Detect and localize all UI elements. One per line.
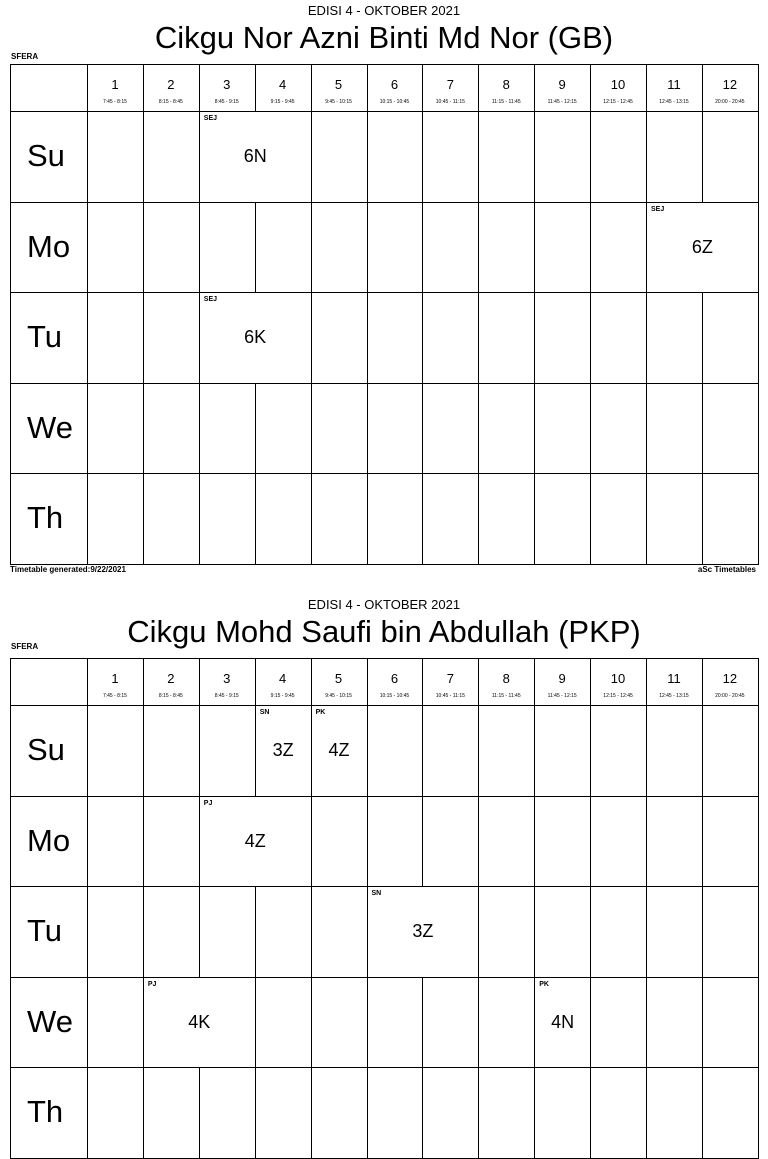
- period-time: 8:15 - 8:45: [158, 693, 183, 699]
- period-number: 9: [558, 671, 566, 686]
- period-number: 11: [667, 671, 681, 686]
- column-divider: [478, 658, 479, 1158]
- period-time: 8:15 - 8:45: [158, 99, 183, 105]
- teacher-title: Cikgu Nor Azni Binti Md Nor (GB): [154, 20, 614, 55]
- lesson-cell[interactable]: [200, 293, 311, 383]
- column-divider: [534, 64, 535, 564]
- period-time: 9:45 - 10:15: [325, 693, 352, 699]
- subject-code: PK: [315, 709, 326, 716]
- column-divider: [143, 64, 144, 564]
- school-label: SFERA: [11, 642, 39, 651]
- subject-code: SEJ: [203, 115, 218, 122]
- period-time: 10:45 - 11:15: [435, 693, 465, 699]
- period-number: 4: [279, 77, 287, 92]
- period-number: 5: [334, 671, 343, 686]
- column-divider: [646, 658, 647, 1158]
- table-border-bottom: [10, 1158, 758, 1159]
- column-divider: [590, 64, 591, 564]
- class-code: 4N: [551, 1011, 575, 1032]
- software-credit-label: aSc Timetables: [697, 565, 756, 574]
- subject-code: SEJ: [651, 205, 665, 213]
- period-number: 3: [223, 77, 231, 92]
- lesson-cell[interactable]: [200, 797, 311, 887]
- column-divider: [422, 64, 423, 564]
- class-code: 3Z: [412, 921, 434, 941]
- period-number: 10: [610, 671, 626, 686]
- table-border-left: [10, 658, 11, 1158]
- class-code: 6Z: [691, 236, 713, 257]
- class-code: 4Z: [244, 830, 266, 851]
- period-time: 7:45 - 8:15: [102, 99, 127, 105]
- period-time: 10:45 - 11:15: [435, 99, 465, 105]
- period-time: 20:00 - 20:45: [715, 99, 745, 105]
- period-time: 9:15 - 9:45: [270, 99, 295, 105]
- column-divider: [702, 658, 703, 1158]
- period-number: 9: [558, 77, 566, 92]
- lesson-cell[interactable]: [144, 978, 255, 1068]
- column-divider: [143, 658, 144, 1158]
- period-time: 9:15 - 9:45: [270, 693, 295, 699]
- period-number: 2: [167, 77, 175, 92]
- table-border-left: [10, 64, 11, 564]
- period-time: 12:45 - 13:15: [659, 99, 689, 105]
- period-time: 11:15 - 11:45: [491, 693, 521, 699]
- lesson-cell[interactable]: [256, 706, 311, 796]
- column-divider: [646, 64, 647, 564]
- period-number: 7: [446, 671, 454, 686]
- period-number: 10: [610, 77, 626, 92]
- timetable-teacher-2: [0, 594, 768, 1129]
- period-number: 1: [111, 77, 119, 92]
- period-time: 8:45 - 9:15: [214, 693, 239, 699]
- day-label: We: [27, 1003, 73, 1039]
- column-divider: [199, 658, 200, 1158]
- column-divider: [311, 64, 312, 564]
- table-border-right: [758, 658, 759, 1159]
- day-label: Tu: [27, 913, 63, 948]
- period-number: 12: [722, 671, 738, 686]
- teacher-title: Cikgu Mohd Saufi bin Abdullah (PKP): [127, 614, 641, 649]
- subject-code: PK: [539, 980, 549, 988]
- lesson-cell[interactable]: [200, 112, 311, 202]
- period-time: 11:15 - 11:45: [491, 99, 521, 105]
- day-label: Su: [27, 138, 65, 173]
- school-label: SFERA: [11, 52, 39, 61]
- lesson-cell[interactable]: [647, 203, 758, 293]
- day-label: Th: [27, 500, 64, 535]
- period-time: 12:15 - 12:45: [603, 693, 633, 699]
- period-time: 10:15 - 10:45: [379, 693, 410, 699]
- period-number: 12: [722, 77, 738, 92]
- period-number: 8: [502, 77, 510, 92]
- generated-date-label: Timetable generated:9/22/2021: [10, 565, 126, 574]
- period-number: 5: [334, 77, 343, 92]
- lesson-cell[interactable]: [535, 978, 590, 1068]
- class-code: 3Z: [272, 740, 294, 760]
- column-divider: [702, 64, 703, 564]
- column-divider: [87, 64, 88, 564]
- class-code: 6N: [243, 146, 267, 166]
- period-number: 4: [279, 671, 287, 686]
- column-divider: [590, 658, 591, 1158]
- column-divider: [478, 64, 479, 564]
- day-label: Tu: [27, 319, 63, 354]
- period-number: 6: [390, 77, 399, 92]
- day-label: Su: [27, 732, 65, 767]
- subject-code: SN: [371, 890, 382, 897]
- subject-code: SEJ: [203, 296, 218, 303]
- period-time: 20:00 - 20:45: [715, 693, 745, 699]
- day-label: Mo: [27, 228, 71, 264]
- table-border-right: [758, 64, 759, 565]
- period-number: 3: [223, 671, 231, 686]
- period-number: 6: [390, 671, 399, 686]
- period-time: 12:15 - 12:45: [603, 99, 633, 105]
- period-number: 1: [111, 671, 119, 686]
- edition-label: EDISI 4 - OKTOBER 2021: [307, 3, 461, 18]
- column-divider: [534, 658, 535, 1158]
- subject-code: PJ: [147, 980, 157, 988]
- period-time: 11:45 - 12:15: [547, 99, 577, 105]
- column-divider: [367, 64, 368, 564]
- class-code: 6K: [244, 327, 267, 347]
- period-time: 8:45 - 9:15: [214, 99, 239, 105]
- day-label: Mo: [27, 822, 71, 858]
- period-number: 8: [502, 671, 510, 686]
- day-label: Th: [27, 1094, 64, 1129]
- class-code: 4K: [188, 1011, 211, 1032]
- subject-code: SN: [259, 709, 270, 716]
- period-number: 7: [446, 77, 454, 92]
- period-time: 9:45 - 10:15: [325, 99, 352, 105]
- period-time: 7:45 - 8:15: [102, 693, 127, 699]
- period-number: 2: [167, 671, 175, 686]
- column-divider: [87, 658, 88, 1158]
- period-time: 11:45 - 12:15: [547, 693, 577, 699]
- day-label: We: [27, 409, 73, 445]
- lesson-cell[interactable]: [312, 706, 367, 796]
- period-time: 12:45 - 13:15: [659, 693, 689, 699]
- class-code: 4Z: [328, 740, 350, 760]
- period-number: 11: [667, 77, 681, 92]
- edition-label: EDISI 4 - OKTOBER 2021: [307, 597, 461, 612]
- lesson-cell[interactable]: [368, 887, 479, 977]
- period-time: 10:15 - 10:45: [379, 99, 410, 105]
- subject-code: PJ: [203, 799, 213, 807]
